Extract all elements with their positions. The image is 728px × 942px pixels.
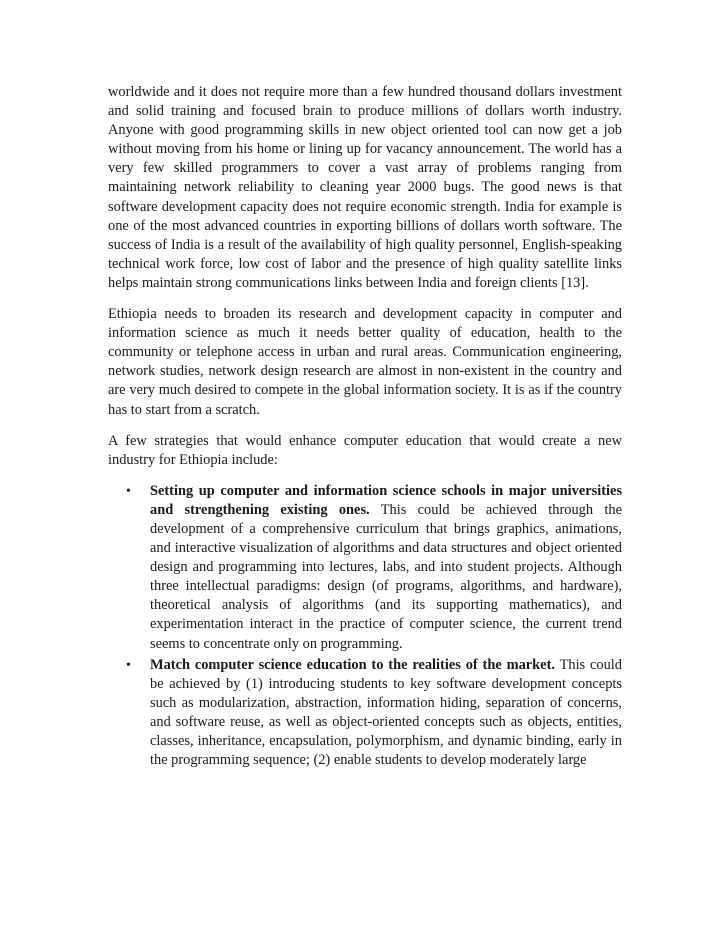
bullet-heading: Match computer science education to the realities of the market. <box>150 656 555 673</box>
document-page <box>108 83 622 772</box>
bullet-icon: • <box>126 657 131 673</box>
bullet-body: This could be achieved through the development of a comprehensive curriculum that brings graphics, animations, and interactive visualization of algorithms and data structures and object oriented design and programming into lectures, labs, and into student projects. Although three intellectual paradigms: design (of programs, algorithms, and hardware), theoretical analysis of algorithms (and its supporting mathematics), and experimentation interact in the practice of computer science, the current trend seems to concentrate only on programming. <box>150 501 622 652</box>
list-item <box>108 656 622 771</box>
bullet-body: This could be achieved by (1) introducing students to key software development concepts such as modularization, abstraction, information hiding, separation of concerns, and software reuse, as well as object-oriented concepts such as objects, entities, classes, inheritance, encapsulation, polymorphism, and dynamic binding, early in the programming sequence; (2) enable students to develop moderately large <box>150 656 623 769</box>
list-item <box>108 482 622 654</box>
bullet-heading: Setting up computer and information science schools in major universities and strengthening existing ones. <box>150 482 622 518</box>
paragraph-software-industry: worldwide and it does not require more than a few hundred thousand dollars investment and solid training and focused brain to produce millions of dollars worth industry. Anyone with good programming skills in new object oriented tool can now get a job without moving from his home or lining up for vacancy announcement. The world has a very few skilled programmers to cover a vast array of problems ranging from maintaining network reliability to cleaning year 2000 bugs. The good news is that software development capacity does not require economic strength. India for example is one of the most advanced countries in exporting billions of dollars worth software. The success of India is a result of the availability of high quality personnel, English-speaking technical work force, low cost of labor and the presence of high quality satellite links helps maintain strong communications links between India and foreign clients [13]. <box>108 84 622 291</box>
paragraph-strategies-intro: A few strategies that would enhance computer education that would create a new industry for Ethiopia include: <box>108 432 622 468</box>
bullet-icon: • <box>126 483 131 499</box>
strategies-list <box>108 482 622 770</box>
paragraph-ethiopia-research: Ethiopia needs to broaden its research and development capacity in computer and information science as much it needs better quality of education, health to the community or telephone access in urban and rural areas. Communication engineering, network studies, network design research are almost in non-existent in the country and are very much desired to compete in the global information society. It is as if the country has to start from a scratch. <box>108 306 622 418</box>
